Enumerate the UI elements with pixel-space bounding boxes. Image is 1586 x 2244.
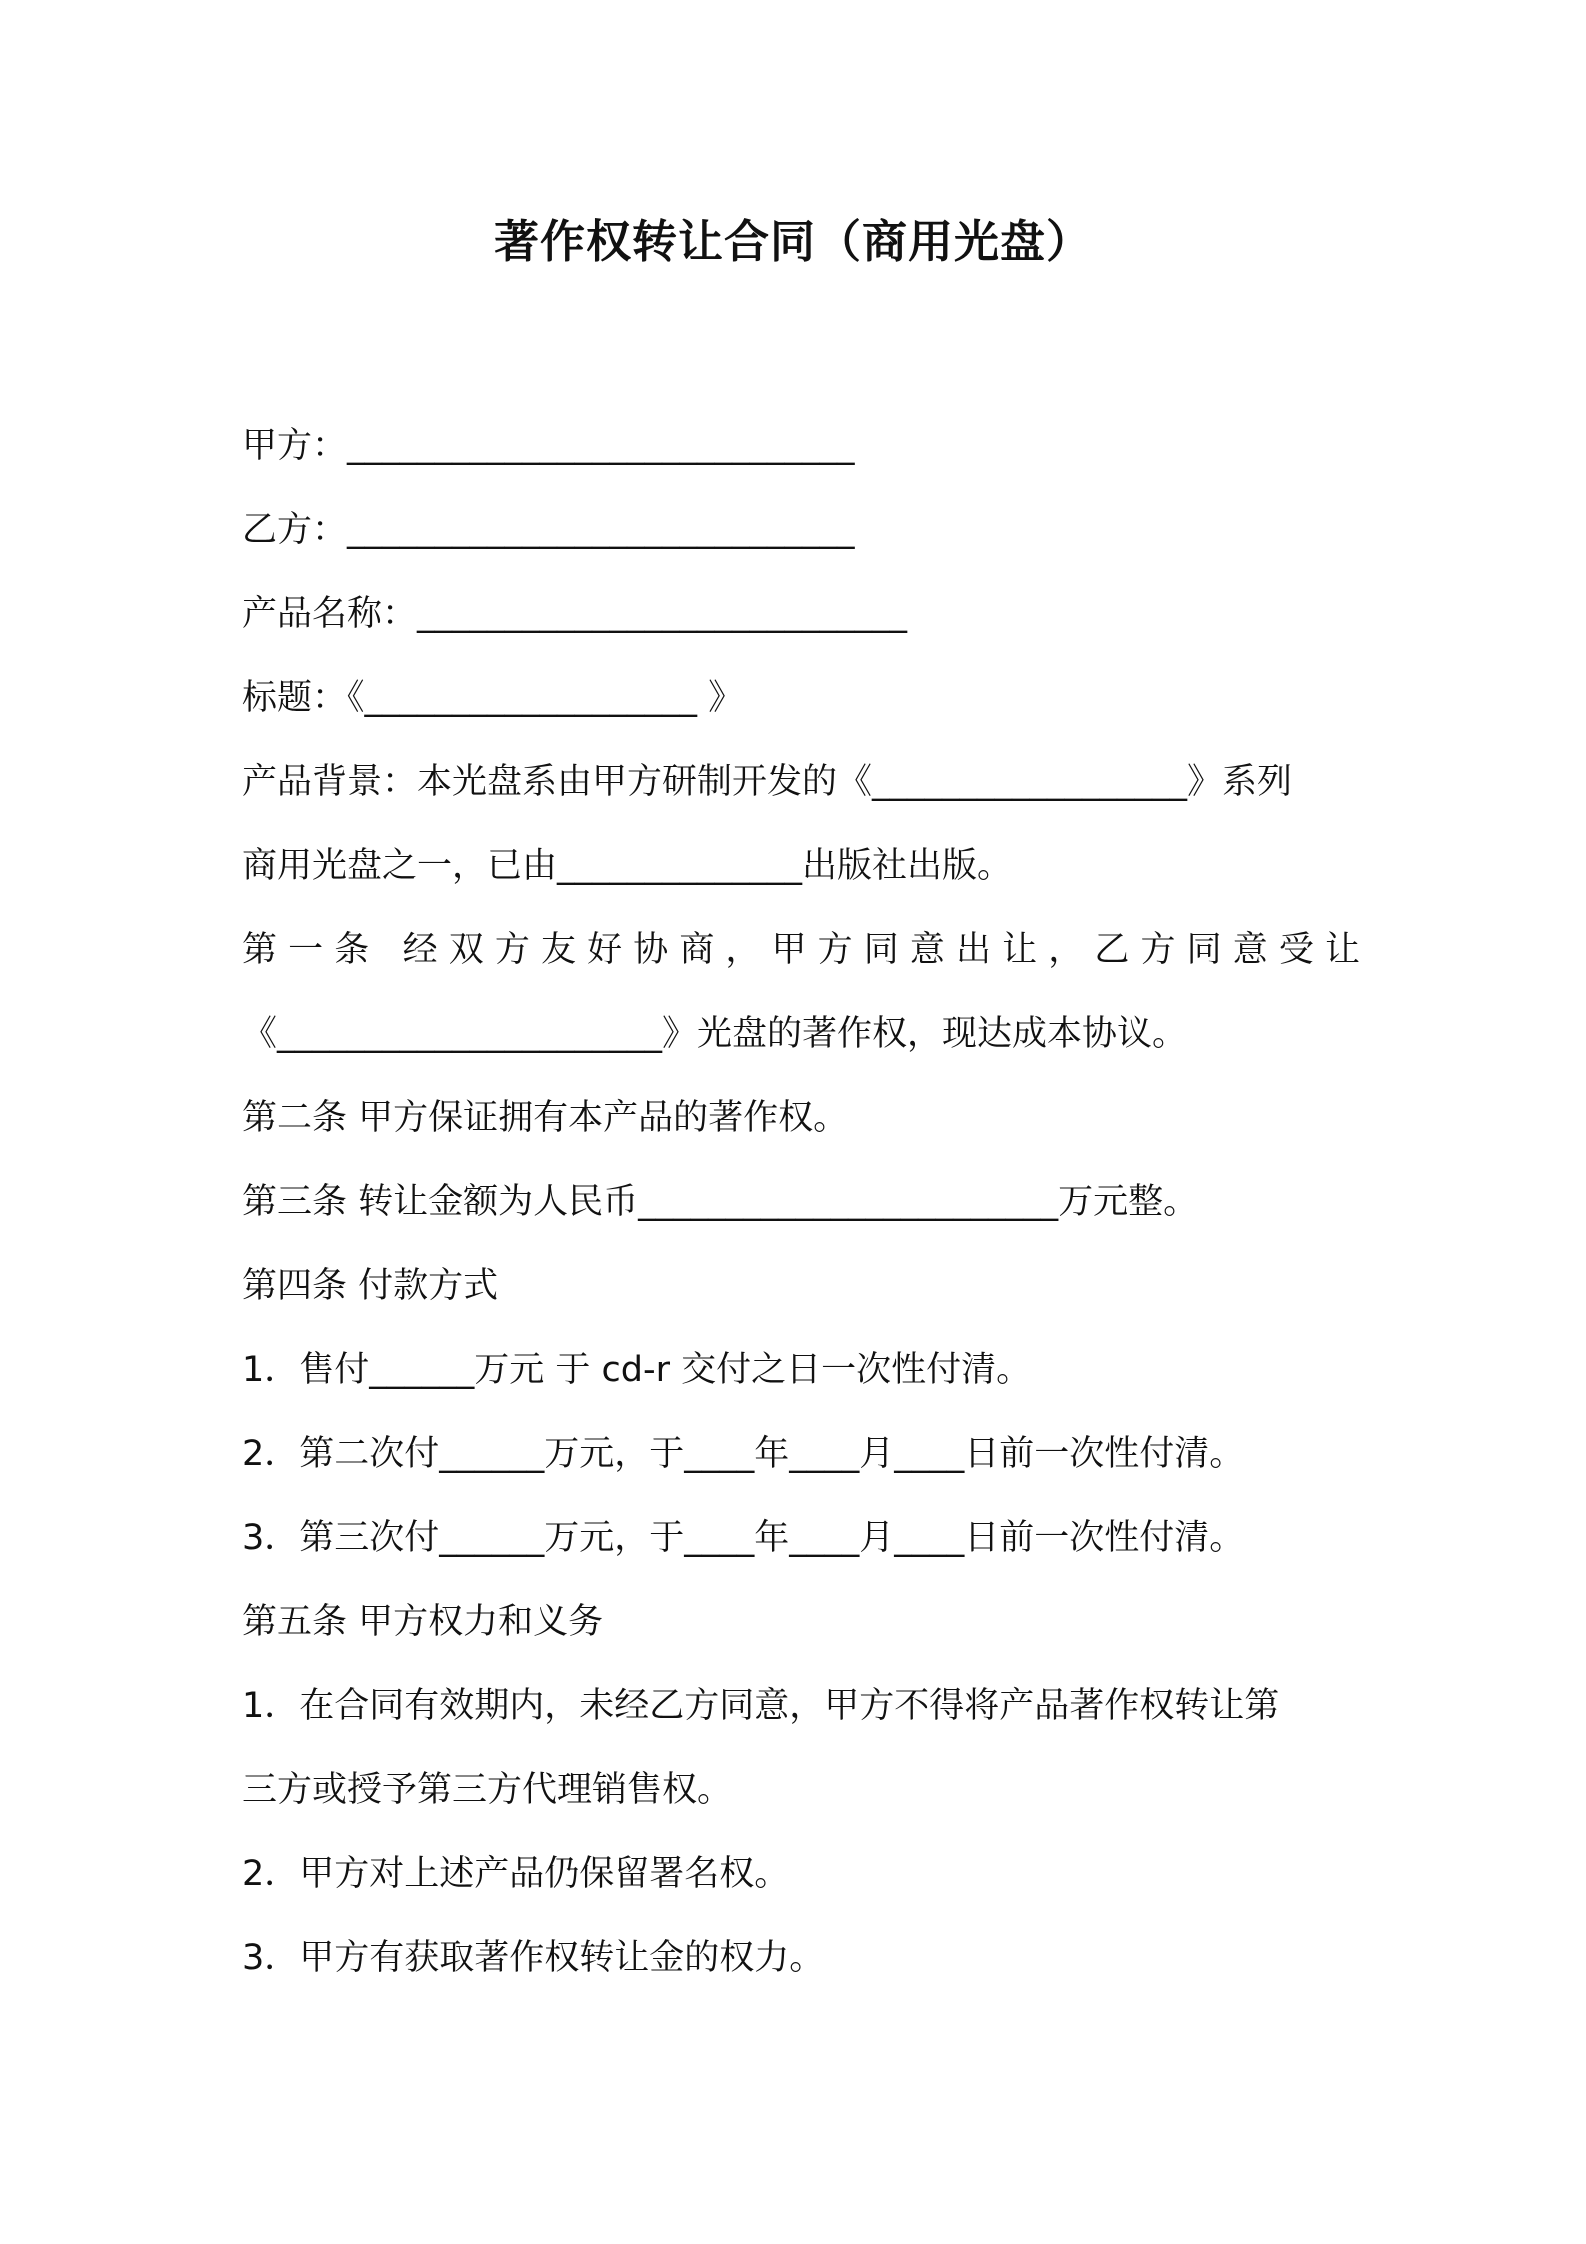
party-a-obligation-1-continuation: 三方或授予第三方代理销售权。	[242, 1770, 733, 1810]
party-a-obligation-2: 2．甲方对上述产品仍保留署名权。	[242, 1854, 790, 1894]
article-4-heading: 第四条 付款方式	[242, 1266, 499, 1306]
article-3-line: 第三条 转让金额为人民币________________________万元整。	[242, 1182, 1199, 1222]
party-b-line: 乙方：_____________________________	[242, 510, 855, 550]
payment-item-2: 2．第二次付______万元，于____年____月____日前一次性付清。	[242, 1434, 1245, 1474]
product-name-line: 产品名称：____________________________	[242, 594, 908, 634]
product-background-line: 产品背景：本光盘系由甲方研制开发的《__________________》系列	[242, 762, 1293, 802]
document-title: 著作权转让合同（商用光盘）	[493, 215, 1092, 268]
article-2-line: 第二条 甲方保证拥有本产品的著作权。	[242, 1098, 849, 1138]
document-body	[242, 404, 1360, 2000]
party-a-obligation-1: 1．在合同有效期内，未经乙方同意，甲方不得将产品著作权转让第	[242, 1686, 1280, 1726]
article-1-continuation: 《______________________》光盘的著作权，现达成本协议。	[242, 1014, 1188, 1054]
article-1-line: 第一条 经双方友好协商，甲方同意出让，乙方同意受让	[242, 930, 1360, 970]
payment-item-3: 3．第三次付______万元，于____年____月____日前一次性付清。	[242, 1518, 1245, 1558]
product-background-continuation: 商用光盘之一，已由______________出版社出版。	[242, 846, 1013, 886]
party-a-obligation-3: 3．甲方有获取著作权转让金的权力。	[242, 1938, 825, 1978]
payment-item-1: 1．售付______万元 于 cd-r 交付之日一次性付清。	[242, 1350, 1032, 1390]
article-5-heading: 第五条 甲方权力和义务	[242, 1602, 604, 1642]
title-line: 标题：《___________________ 》	[242, 678, 744, 718]
party-a-line: 甲方：_____________________________	[242, 426, 855, 466]
